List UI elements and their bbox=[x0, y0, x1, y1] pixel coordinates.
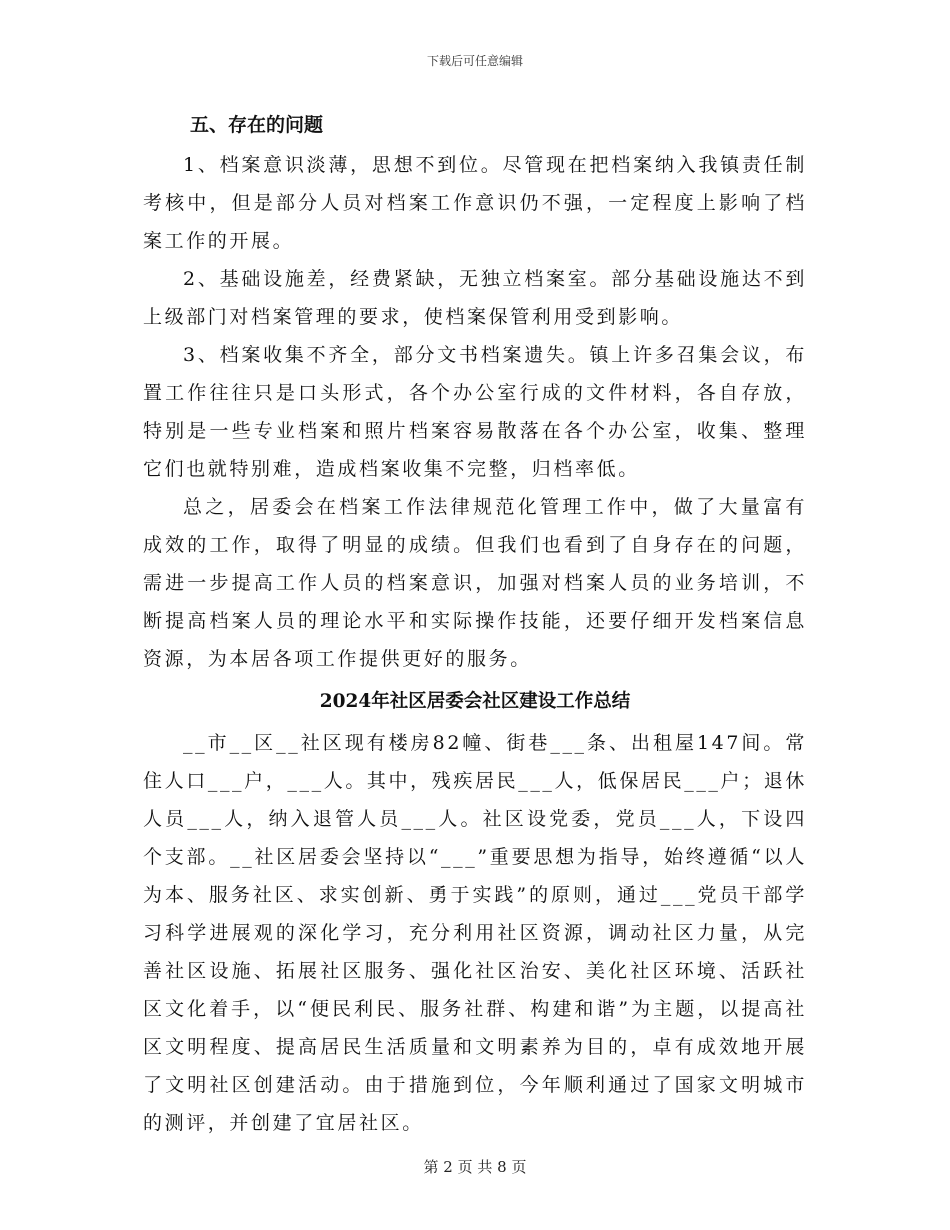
paragraph-item-1: 1、档案意识淡薄，思想不到位。尽管现在把档案纳入我镇责任制考核中，但是部分人员对档案工作意识仍不强，一定程度上影响了档案工作的开展。 bbox=[143, 154, 807, 252]
document-body bbox=[143, 104, 807, 1142]
page-header-note: 下载后可任意编辑 bbox=[426, 54, 523, 68]
page-number: 第 2 页 共 8 页 bbox=[423, 1158, 527, 1176]
paragraph-item-3: 3、档案收集不齐全，部分文书档案遗失。镇上许多召集会议，布置工作往往只是口头形式，各个办公室行成的文件材料，各自存放，特别是一些专业档案和照片档案容易散落在各个办公室，收集、整理它们也就特别难，造成档案收集不完整，归档率低。 bbox=[143, 344, 807, 480]
paragraph-item-2: 2、基础设施差，经费紧缺，无独立档案室。部分基础设施达不到上级部门对档案管理的要求，使档案保管利用受到影响。 bbox=[143, 268, 807, 328]
document-title: 2024年社区居委会社区建设工作总结 bbox=[319, 691, 631, 712]
paragraph-overview: __市__区__社区现有楼房82幢、街巷___条、出租屋147间。常住人口___户，___人。其中，残疾居民___人，低保居民___户；退休人员___人，纳入退管人员___人。社区设党委，党员___人，下设四个支部。__社区居委会坚持以“___”重要思想为指导，始终遵循“以人为本、服务社区、求实创新、勇于实践”的原则，通过___党员干部学习科学进展观的深化学习，充分利用社区资源，调动社区力量，从完善社区设施、拓展社区服务、强化社区治安、美化社区环境、活跃社区文化着手，以“便民利民、服务社群、构建和谐”为主题，以提高社区文明程度、提高居民生活质量和文明素养为目的，卓有成效地开展了文明社区创建活动。由于措施到位，今年顺利通过了国家文明城市的测评，并创建了宜居社区。 bbox=[143, 732, 807, 1134]
paragraph-summary: 总之，居委会在档案工作法律规范化管理工作中，做了大量富有成效的工作，取得了明显的成绩。但我们也看到了自身存在的问题，需进一步提高工作人员的档案意识，加强对档案人员的业务培训，不断提高档案人员的理论水平和实际操作技能，还要仔细开发档案信息资源，为本居各项工作提供更好的服务。 bbox=[143, 496, 807, 670]
section-heading: 五、存在的问题 bbox=[190, 114, 324, 136]
